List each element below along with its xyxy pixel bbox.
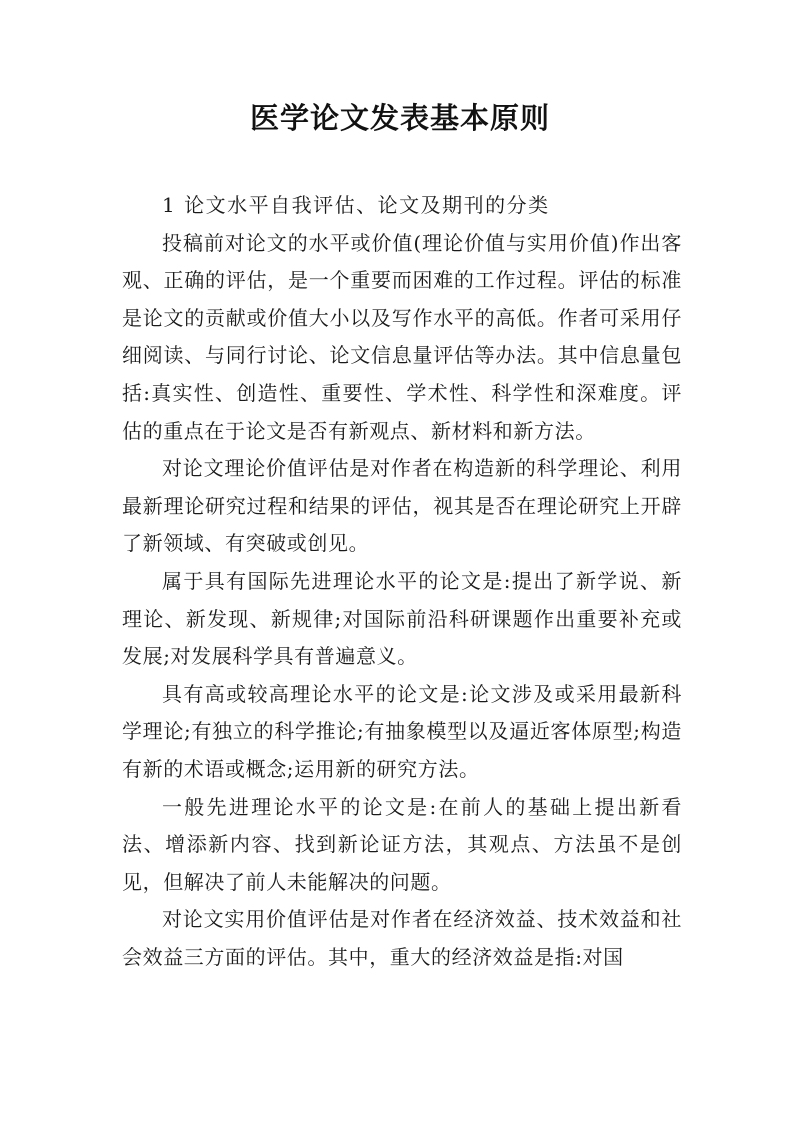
paragraph: 对论文理论价值评估是对作者在构造新的科学理论、利用最新理论研究过程和结果的评估，视其是否在理论研究上开辟了新领域、有突破或创见。 xyxy=(122,456,682,556)
section-heading: 1 论文水平自我评估、论文及期刊的分类 xyxy=(162,193,550,217)
document-body xyxy=(122,187,682,976)
paragraph: 投稿前对论文的水平或价值(理论价值与实用价值)作出客观、正确的评估，是一个重要而困难的工作过程。评估的标准是论文的贡献或价值大小以及写作水平的高低。作者可采用仔细阅读、与同行讨论、论文信息量评估等办法。其中信息量包括:真实性、创造性、重要性、学术性、科学性和深难度。评估的重点在于论文是否有新观点、新材料和新方法。 xyxy=(122,230,682,443)
paragraph: 对论文实用价值评估是对作者在经济效益、技术效益和社会效益三方面的评估。其中，重大的经济效益是指:对国 xyxy=(122,907,682,969)
document-title: 医学论文发表基本原则 xyxy=(249,101,550,135)
paragraph: 具有高或较高理论水平的论文是:论文涉及或采用最新科学理论;有独立的科学推论;有抽象模型以及逼近客体原型;构造有新的术语或概念;运用新的研究方法。 xyxy=(122,681,682,781)
paragraph: 属于具有国际先进理论水平的论文是:提出了新学说、新理论、新发现、新规律;对国际前沿科研课题作出重要补充或发展;对发展科学具有普遍意义。 xyxy=(122,568,682,669)
paragraph: 一般先进理论水平的论文是:在前人的基础上提出新看法、增添新内容、找到新论证方法，其观点、方法虽不是创见，但解决了前人未能解决的问题。 xyxy=(122,794,682,894)
